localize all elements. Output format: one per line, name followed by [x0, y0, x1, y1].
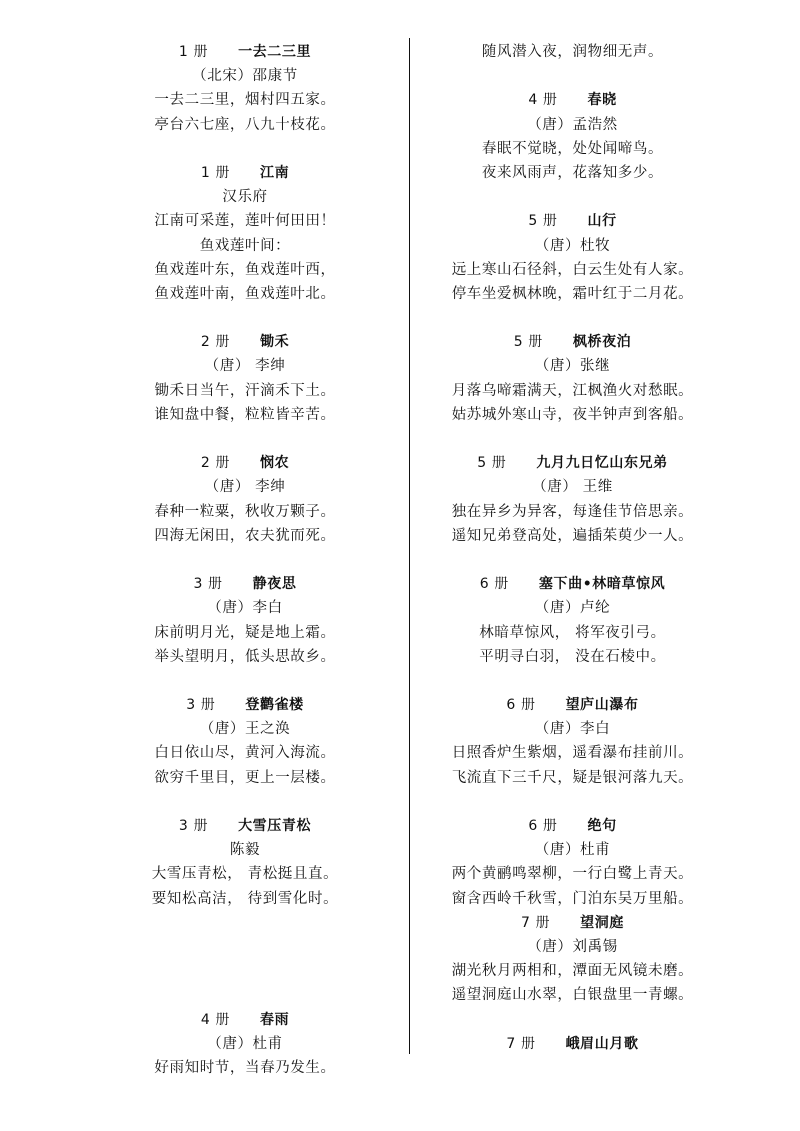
volume-label: 3 册 [178, 818, 209, 834]
poem-line: 停车坐爱枫林晚，霜叶红于二月花。 [451, 285, 694, 302]
poem-title: 枫桥夜泊 [572, 334, 632, 351]
poem-line: 窗含西岭千秋雪，门泊东吴万里船。 [451, 890, 694, 907]
poem-line: 汉乐府 [222, 189, 268, 206]
poem-line: 春眠不觉晓，处处闻啼鸟。 [481, 140, 664, 157]
spacer [410, 790, 735, 814]
poem-title: 悯农 [259, 455, 290, 472]
poem-line: （唐）王之涣 [199, 721, 291, 738]
poem-line: 姑苏城外寒山寺，夜半钟声到客船。 [451, 406, 694, 423]
spacer [80, 959, 410, 983]
poem-heading [410, 88, 735, 112]
volume-label: 4 册 [200, 1011, 230, 1028]
poem-line: 飞流直下三千尺，疑是银河落九天。 [451, 769, 694, 786]
poem-line: 平明寻白羽， 没在石棱中。 [479, 648, 666, 665]
poem-line: 陈毅 [229, 842, 261, 859]
poem-line: （唐）杜甫 [534, 842, 611, 859]
poem-title: 大雪压青松 [238, 818, 312, 834]
spacer [410, 669, 735, 693]
poem-line: （北宋）邵康节 [192, 68, 298, 85]
poem-heading [80, 161, 410, 185]
poem-line: 好雨知时节，当春乃发生。 [154, 1059, 336, 1076]
poem-line: 举头望明月，低头思故乡。 [154, 648, 336, 665]
spacer [410, 548, 735, 572]
poem-title: 山行 [587, 213, 617, 230]
poem-title: 塞下曲•林暗草惊风 [538, 576, 666, 593]
volume-label: 5 册 [513, 334, 543, 351]
poem-heading [80, 572, 410, 596]
poem-line: （唐）刘禹锡 [527, 938, 618, 955]
poem-title: 望庐山瀑布 [565, 697, 639, 714]
poem-line: 林暗草惊风， 将军夜引弓。 [479, 624, 666, 641]
spacer [80, 548, 410, 572]
poem-line: （唐）张继 [534, 358, 611, 375]
poem-line: 湖光秋月两相和，潭面无风镜未磨。 [451, 963, 694, 980]
poem-line: 随风潜入夜，润物细无声。 [481, 44, 664, 60]
poem-line: 鱼戏莲叶南，鱼戏莲叶北。 [154, 285, 336, 302]
volume-label: 4 册 [528, 92, 558, 109]
spacer [410, 64, 735, 88]
poem-line: （唐） 王维 [532, 479, 613, 496]
poem-heading [410, 693, 735, 717]
spacer [410, 185, 735, 209]
poem-line: 要知松高洁， 待到雪化时。 [151, 890, 339, 907]
spacer [80, 911, 410, 935]
poem-line: 江南可采莲，莲叶何田田！ [154, 213, 336, 230]
poem-line: 亭台六七座，八九十枝花。 [154, 116, 336, 133]
volume-label: 3 册 [186, 697, 216, 714]
poem-title: 绝句 [587, 818, 617, 834]
poem-title: 九月九日忆山东兄弟 [536, 455, 668, 472]
poem-heading [410, 209, 735, 233]
poem-line: 鱼戏莲叶间： [199, 237, 291, 254]
poem-line: （唐）杜牧 [534, 237, 611, 254]
poem-line: 遥知兄弟登高处，遍插茱萸少一人。 [451, 527, 694, 544]
poem-line: 白日依山尽，黄河入海流。 [154, 745, 336, 762]
poem-line: 大雪压青松， 青松挺且直。 [151, 866, 339, 883]
poem-line: 床前明月光，疑是地上霜。 [154, 624, 336, 641]
spacer [80, 935, 410, 959]
poem-title: 江南 [259, 164, 290, 181]
poem-line: 日照香炉生紫烟，遥看瀑布挂前川。 [451, 745, 694, 762]
poem-title: 一去二三里 [238, 44, 312, 60]
poem-title: 春晓 [587, 92, 617, 109]
poem-line: （唐） 李绅 [204, 358, 286, 375]
poem-heading [410, 911, 735, 935]
volume-label: 2 册 [200, 334, 230, 351]
volume-label: 6 册 [479, 576, 509, 593]
poem-line: （唐）杜甫 [207, 1035, 283, 1052]
poem-line: （唐）李白 [207, 600, 283, 617]
spacer [80, 427, 410, 451]
poem-line: 独在异乡为异客，每逢佳节倍思亲。 [451, 503, 694, 520]
spacer [410, 427, 735, 451]
poem-heading [410, 572, 735, 596]
poem-line: 夜来风雨声，花落知多少。 [481, 164, 664, 181]
volume-label: 3 册 [193, 576, 223, 593]
poem-line: 鱼戏莲叶东，鱼戏莲叶西， [154, 261, 336, 278]
spacer [80, 669, 410, 693]
volume-label: 7 册 [506, 1035, 536, 1052]
poem-line: 月落乌啼霜满天，江枫渔火对愁眠。 [451, 382, 694, 399]
poem-line: （唐）孟浩然 [527, 116, 618, 133]
spacer [80, 983, 410, 1007]
volume-label: 6 册 [528, 818, 558, 834]
left-column [80, 40, 410, 1080]
poem-line: （唐）李白 [534, 721, 611, 738]
poem-title: 春雨 [259, 1011, 290, 1028]
poem-heading [410, 1032, 735, 1056]
spacer [80, 306, 410, 330]
poem-heading [80, 693, 410, 717]
volume-label: 5 册 [528, 213, 558, 230]
poem-title: 静夜思 [252, 576, 297, 593]
volume-label: 1 册 [200, 164, 230, 181]
poem-line: 春种一粒粟，秋收万颗子。 [154, 503, 336, 520]
poem-line: 谁知盘中餐，粒粒皆辛苦。 [154, 406, 336, 423]
poem-title: 锄禾 [259, 334, 290, 351]
poem-heading [80, 814, 410, 838]
poem-line: 两个黄鹂鸣翠柳，一行白鹭上青天。 [451, 866, 694, 883]
poem-title: 登鹳雀楼 [245, 697, 304, 714]
poem-heading [80, 451, 410, 475]
volume-label: 7 册 [521, 914, 551, 931]
volume-label: 2 册 [200, 455, 230, 472]
volume-label: 5 册 [477, 455, 507, 472]
poem-line: 欲穷千里目，更上一层楼。 [154, 769, 336, 786]
volume-label: 1 册 [178, 44, 209, 60]
poem-heading [410, 451, 735, 475]
poem-heading [80, 330, 410, 354]
poem-line: 远上寒山石径斜，白云生处有人家。 [451, 261, 694, 278]
volume-label: 6 册 [506, 697, 536, 714]
spacer [410, 1008, 735, 1032]
poem-heading [80, 1008, 410, 1032]
poem-heading [410, 814, 735, 838]
poem-title: 望洞庭 [580, 914, 624, 931]
spacer [80, 137, 410, 161]
spacer [80, 790, 410, 814]
poem-line: 锄禾日当午，汗滴禾下土。 [154, 382, 336, 399]
poem-heading [80, 40, 410, 64]
poem-line: （唐）卢纶 [534, 600, 611, 617]
poem-heading [410, 330, 735, 354]
poem-line: 一去二三里，烟村四五家。 [154, 92, 336, 109]
poem-title: 峨眉山月歌 [565, 1035, 639, 1052]
right-column [410, 40, 735, 1056]
spacer [410, 306, 735, 330]
poem-line: （唐） 李绅 [204, 479, 286, 496]
poem-line: 四海无闲田，农夫犹而死。 [154, 527, 336, 544]
poem-line: 遥望洞庭山水翠，白银盘里一青螺。 [451, 987, 694, 1004]
